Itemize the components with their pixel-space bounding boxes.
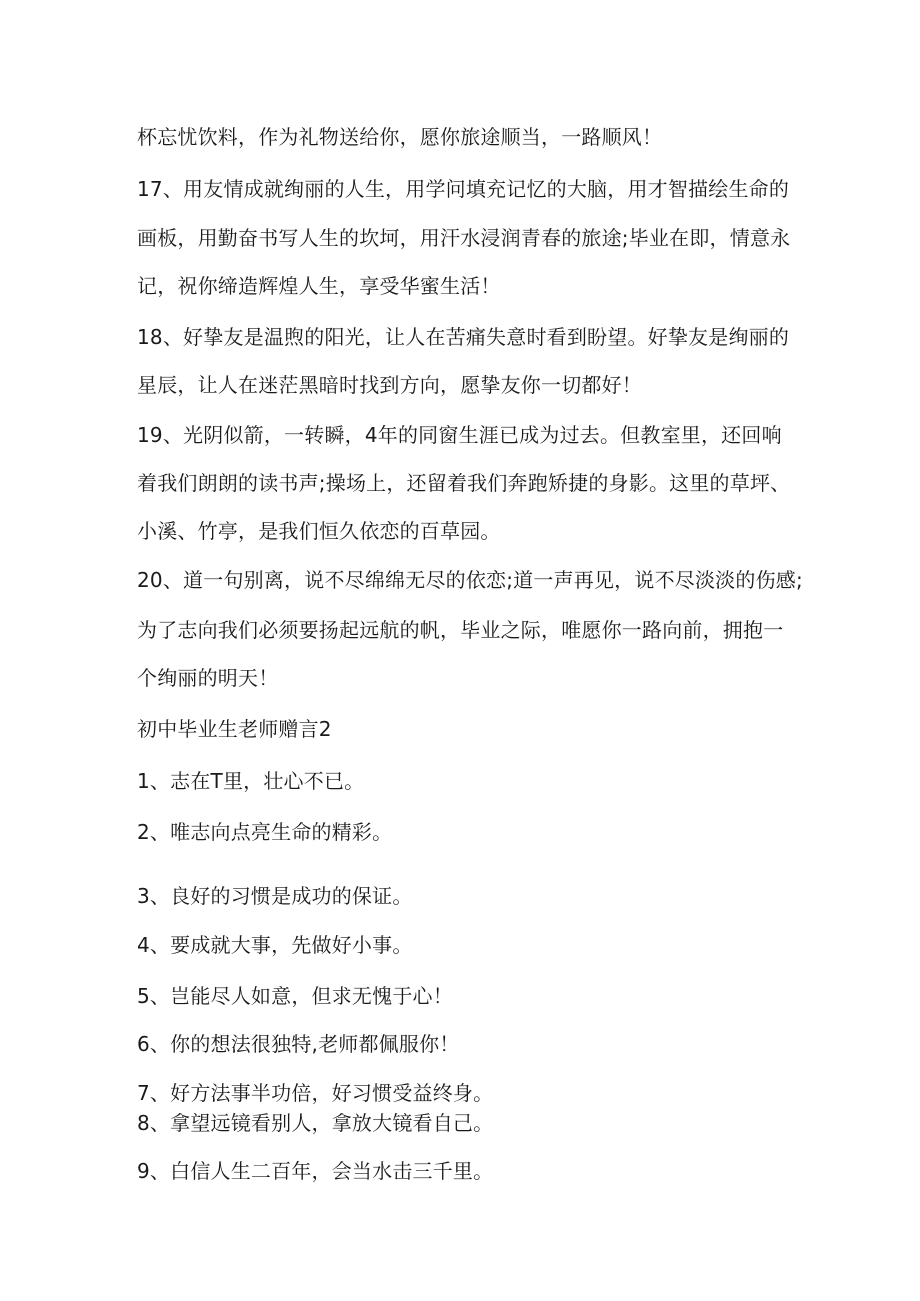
text-line: 为了志向我们必须要扬起远航的帆，毕业之际，唯愿你一路向前，拥抱一 <box>137 618 784 642</box>
text-line: 17、用友情成就绚丽的人生，用学问填充记忆的大脑，用才智描绘生命的 <box>137 177 790 201</box>
list-item: 2、唯志向点亮生命的精彩。 <box>137 820 393 844</box>
list-item: 6、你的想法很独特,老师都佩服你！ <box>137 1032 460 1056</box>
text-line: 杯忘忧饮料，作为礼物送给你，愿你旅途顺当，一路顺风！ <box>137 125 663 149</box>
list-item: 8、拿望远镜看别人，拿放大镜看自己。 <box>137 1111 494 1135</box>
list-item: 5、岂能尽人如意，但求无愧于心！ <box>137 984 453 1008</box>
list-item: 7、好方法事半功倍，好习惯受益终身。 <box>137 1081 494 1105</box>
list-item: 3、良好的习惯是成功的保证。 <box>137 884 413 908</box>
list-item: 1、志在T里，壮心不已。 <box>137 769 365 793</box>
text-line: 18、好挚友是温煦的阳光，让人在苦痛失意时看到盼望。好挚友是绚丽的 <box>137 325 790 349</box>
list-item: 9、白信人生二百年，会当水击三千里。 <box>137 1159 494 1183</box>
section-heading: 初中毕业生老师赠言2 <box>137 717 332 741</box>
text-line: 小溪、竹亭，是我们恒久依恋的百草园。 <box>137 519 501 543</box>
text-line: 19、光阴似箭，一转瞬，4年的同窗生涯已成为过去。但教室里，还回响 <box>137 423 782 447</box>
text-line: 20、道一句别离，说不尽绵绵无尽的依恋;道一声再见，说不尽淡淡的伤感; <box>137 568 803 592</box>
text-line: 个绚丽的明天！ <box>137 666 279 690</box>
text-line: 星辰，让人在迷茫黑暗时找到方向，愿挚友你一切都好！ <box>137 373 642 397</box>
text-line: 画板，用勤奋书写人生的坎坷，用汗水浸润青春的旅途;毕业在即，情意永 <box>137 226 791 250</box>
text-line: 记，祝你缔造辉煌人生，享受华蜜生活！ <box>137 274 501 298</box>
text-line: 着我们朗朗的读书声;操场上，还留着我们奔跑矫捷的身影。这里的草坪、 <box>137 471 791 495</box>
list-item: 4、要成就大事，先做好小事。 <box>137 933 413 957</box>
